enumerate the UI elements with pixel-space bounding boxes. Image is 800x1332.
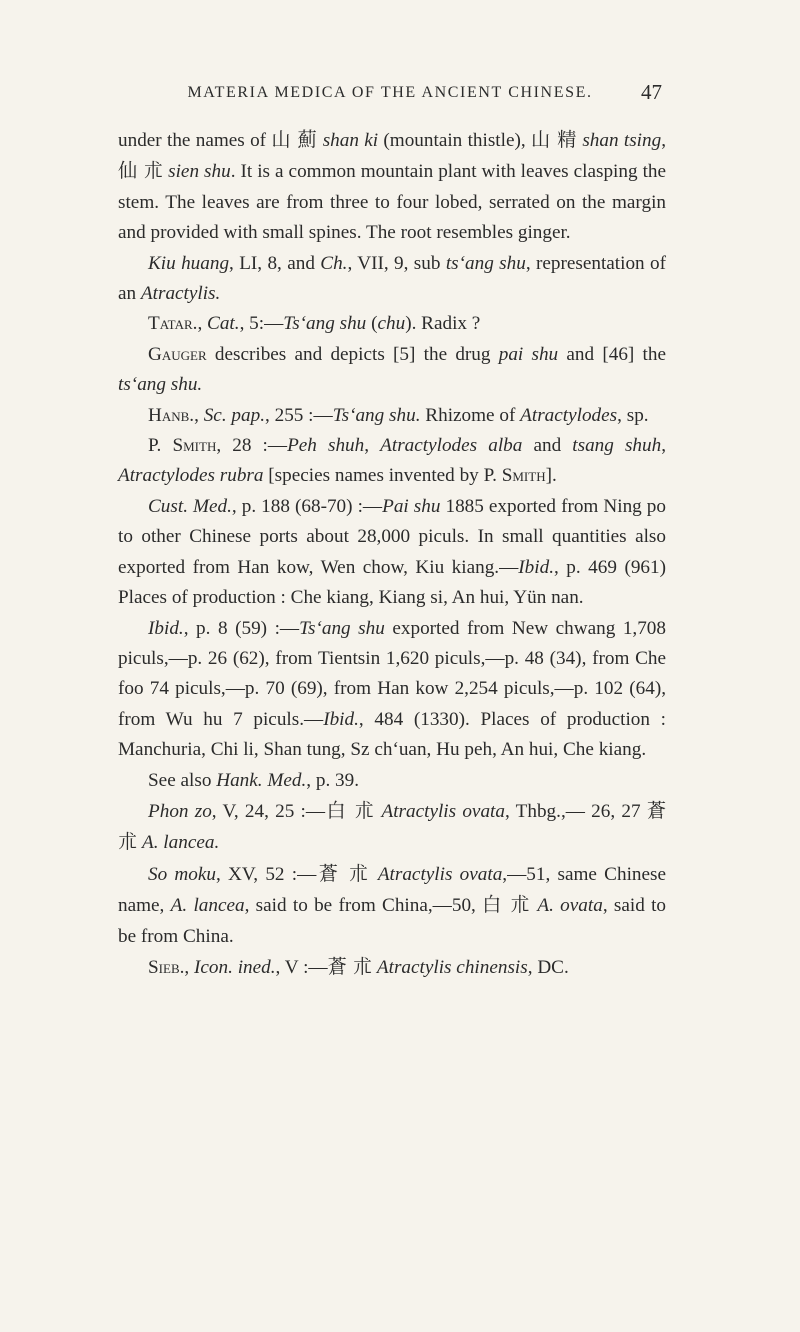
text: , [197, 313, 208, 335]
text: , Thbg.,— 26, 27 [504, 800, 647, 822]
citation: Cat. [207, 313, 240, 335]
author-name: Sieb. [148, 956, 185, 978]
latin-name: A. lancea [170, 895, 245, 917]
chinese-characters: 蒼 朮 [327, 954, 373, 978]
romanized-term: ts‘ang shu. [118, 374, 203, 396]
text: , [194, 404, 204, 426]
citation: Icon. ined. [194, 956, 276, 978]
text: , [661, 435, 667, 457]
citation: Hank. Med. [216, 769, 307, 791]
author-name: Tatar. [148, 313, 198, 335]
text: , 5:— [239, 313, 284, 335]
text: (mountain thistle), [378, 130, 531, 151]
text: , V :— [275, 956, 328, 978]
author-name: P. Smith [483, 465, 546, 487]
chinese-characters: 白 朮 [482, 893, 532, 917]
romanized-term: ts‘ang shu [445, 252, 526, 274]
citation: Ibid. [148, 617, 184, 639]
running-head: MATERIA MEDICA OF THE ANCIENT CHINESE. [187, 84, 593, 101]
text: , representation of an [118, 252, 666, 305]
latin-name: Atractylodes alba [380, 435, 523, 457]
author-name: Gauger [148, 343, 207, 365]
chinese-characters: 山 薊 [271, 128, 318, 151]
chinese-characters: 白 朮 [325, 798, 376, 822]
latin-name: A. ovata [537, 895, 603, 917]
paragraph-tatar [118, 309, 666, 339]
paragraph-hanbury [118, 401, 666, 431]
text: , V, 24, 25 :— [211, 800, 326, 822]
romanized-term: tsang shuh [572, 435, 662, 457]
page-header [118, 80, 662, 110]
text: , [364, 435, 381, 457]
text: ( [366, 313, 378, 335]
citation: Ch. [320, 252, 348, 274]
romanized-term: sien shu [168, 161, 231, 183]
text: , said to be from China. [118, 895, 667, 947]
romanized-term: Ts‘ang shu [299, 617, 385, 639]
citation: Ibid. [323, 708, 359, 730]
paragraph-customs-tsang-shu [118, 614, 666, 766]
citation: Kiu huang [148, 252, 230, 274]
romanized-term: shan tsing [582, 130, 662, 151]
paragraph-phon-zo [118, 796, 666, 859]
latin-name: A. lancea. [141, 832, 220, 854]
text: , [661, 130, 666, 151]
romanized-term: pai shu [498, 343, 559, 365]
citation: Phon zo [148, 800, 212, 822]
text: Rhizome of [420, 404, 521, 426]
text: , p. 469 (961) Places of production : Che kiang, Kiang si, An hui, Yün nan. [118, 556, 667, 609]
latin-name: Atractylodes rubra [118, 465, 264, 487]
romanized-term: Ts‘ang shu. [332, 404, 421, 426]
romanized-term: Ts‘ang shu [283, 313, 367, 335]
text: , [184, 956, 195, 978]
paragraph-p-smith [118, 431, 666, 492]
paragraph-customs-pai-shu [118, 492, 666, 614]
latin-name: Atractylis ovata [381, 800, 505, 822]
author-name: Hanb. [148, 404, 195, 426]
romanized-term: Peh shuh [287, 435, 365, 457]
text: ). Radix ? [405, 313, 481, 335]
text: and [46] the [558, 343, 666, 365]
paragraph-gauger [118, 340, 666, 401]
text: , 28 :— [216, 435, 288, 457]
page-number: 47 [641, 80, 662, 104]
citation: Sc. pap. [203, 404, 265, 426]
text: , 255 :— [265, 404, 333, 426]
text: describes and depicts [5] the drug [206, 343, 499, 365]
citation: So moku [148, 863, 216, 885]
latin-name: Atractylis chinensis [376, 956, 528, 978]
chinese-characters: 蒼 朮 [118, 798, 666, 854]
chinese-characters: 仙 朮 [118, 159, 164, 183]
text: , LI, 8, and [229, 252, 321, 274]
citation: Ibid. [518, 556, 554, 578]
text: ,—51, same Chinese name, [118, 863, 666, 917]
romanized-term: chu [377, 313, 406, 335]
text: , p. 8 (59) :— [183, 617, 300, 639]
text: 1885 exported from Ning po to other Chinese ports about 28,000 piculs. In small quantities also exported from Han kow, Wen chow, Kiu kiang.— [118, 495, 666, 578]
paragraph-siebold [118, 952, 666, 983]
text: [species names invented by [263, 465, 484, 487]
text: . It is a common mountain plant with leaves clasping the stem. The leaves are from three to four lobed, serrated on the margin and provided with small spines. The root resembles ginger. [118, 161, 667, 244]
text: , said to be from China,—50, [244, 895, 483, 917]
latin-name: Atractylis ovata [377, 863, 503, 885]
text: , 484 (1330). Places of production : Manchuria, Chi li, Shan tung, Sz ch‘uan, Hu peh, An hui, Che kiang. [118, 708, 666, 761]
romanized-term: Pai shu [382, 495, 441, 517]
text: , XV, 52 :— [216, 863, 317, 885]
text: ]. [545, 465, 557, 487]
paragraph-so-moku [118, 859, 666, 952]
latin-name: Atractylis. [140, 283, 221, 305]
paragraph-see-also [118, 766, 666, 796]
text: under the names of [118, 130, 272, 151]
citation: Cust. Med. [148, 495, 232, 517]
text: See also [148, 769, 217, 791]
author-name: P. Smith [148, 435, 217, 457]
text: , p. 39. [306, 769, 360, 791]
chinese-characters: 蒼 朮 [316, 861, 371, 885]
text: , VII, 9, sub [347, 252, 446, 274]
text: , sp. [617, 404, 649, 426]
latin-name: Atractylodes [520, 404, 618, 426]
text: , p. 188 (68-70) :— [231, 495, 383, 517]
page-body [118, 125, 666, 983]
chinese-characters: 山 精 [530, 128, 577, 151]
paragraph-mountain-plant [118, 125, 666, 249]
text: and [522, 435, 573, 457]
paragraph-kiu-huang [118, 249, 666, 310]
romanized-term: shan ki [322, 130, 379, 151]
text: , DC. [527, 956, 569, 978]
text: exported from New chwang 1,708 piculs,—p. 26 (62), from Tientsin 1,620 piculs,—p. 48 (34), from Che foo 74 piculs,—p. 70 (69), from Han kow 2,254 piculs,—p. 102 (64), from Wu hu 7 piculs.— [118, 617, 666, 730]
